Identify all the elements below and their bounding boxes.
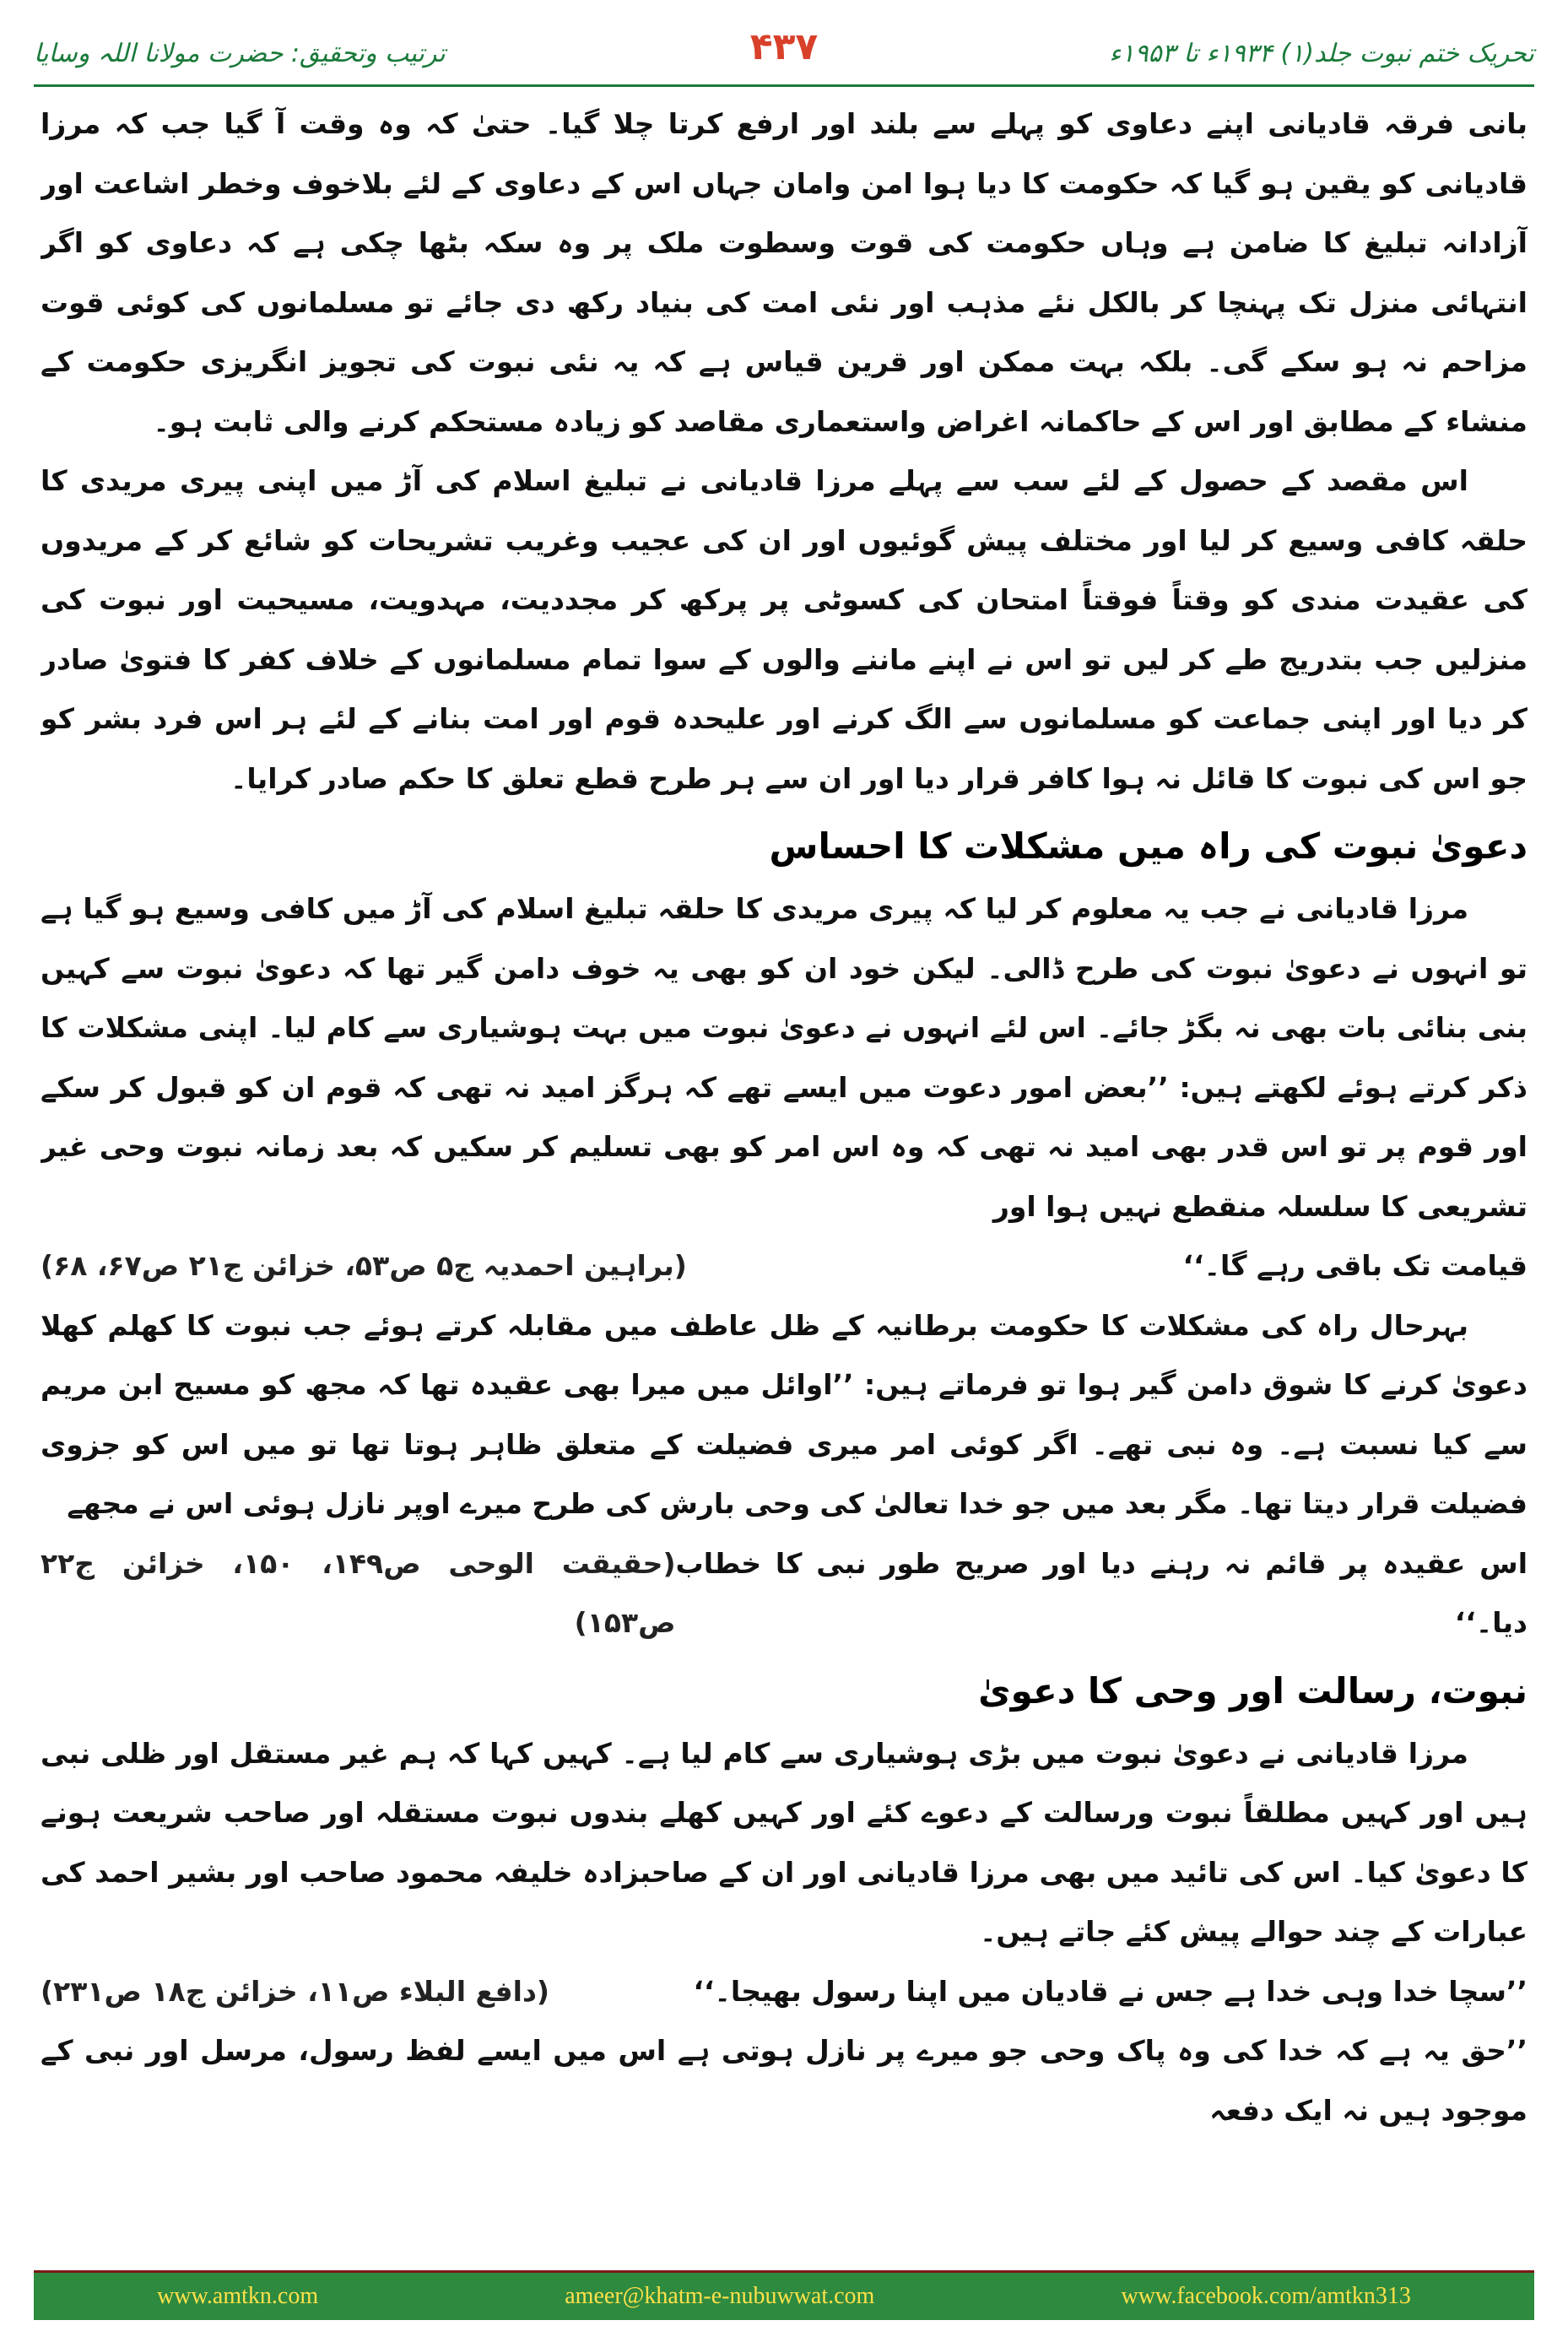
reference-1: (براہین احمدیہ ج۵ ص۵۳، خزائن ج۲۱ ص۶۷، ۶۸) (41, 1249, 687, 1282)
footer-website-link[interactable]: www.amtkn.com (157, 2283, 319, 2309)
reference-2: (حقیقت الوحی ص۱۴۹، ۱۵۰، خزائن ج۲۲ ص۱۵۳) (41, 1546, 676, 1639)
quote-1: ’’سچا خدا وہی خدا ہے جس نے قادیان میں اپنا رسول بھیجا۔‘‘ (693, 1974, 1527, 2008)
header-divider (34, 84, 1534, 87)
page-header (34, 24, 1534, 83)
compiler-credit: ترتیب وتحقیق: حضرت مولانا اللہ وسایا (34, 38, 446, 68)
footer-facebook-link[interactable]: www.facebook.com/amtkn313 (1121, 2283, 1411, 2309)
page-body (41, 95, 1527, 2255)
paragraph-4-ending (41, 1534, 1527, 1653)
paragraph-4: بہرحال راہ کی مشکلات کا حکومت برطانیہ کے ظل عاطف میں مقابلہ کرتے ہوئے جب نبوت کا کھلم کھلا دعویٰ کرنے کا شوق دامن گیر ہوا تو فرماتے ہیں: ’’اوائل میں میرا بھی عقیدہ تھا کہ مجھ کو مسیح ابن مریم سے کیا نسبت ہے۔ وہ نبی تھے۔ اگر کوئی امر میری فضیلت کے متعلق ظاہر ہوتا تھا تو میں اس کو جزوی فضیلت قرار دیتا تھا۔ مگر بعد میں جو خدا تعالیٰ کی وحی بارش کی طرح میرے اوپر نازل ہوئی اس نے مجھے (41, 1308, 1527, 1520)
paragraph-3-ending (41, 1236, 1527, 1296)
book-title: تحریک ختم نبوت جلد(۱) ۱۹۳۴ء تا ۱۹۵۳ء (1109, 38, 1534, 68)
page-number: ۴۳۷ (749, 25, 819, 68)
paragraph-2: اس مقصد کے حصول کے لئے سب سے پہلے مرزا قادیانی نے تبلیغ اسلام کی آڑ میں اپنی پیری مریدی کا حلقہ کافی وسیع کر لیا اور مختلف پیش گوئیوں اور ان کی عجیب وغریب تشریحات کو شائع کر کے مریدوں کی عقیدت مندی کو وقتاً فوقتاً امتحان کی کسوٹی پر پرکھ کر مجددیت، مہدویت، مسیحیت اور نبوت کی منزلیں جب بتدریج طے کر لیں تو اس نے اپنے ماننے والوں کے سوا تمام مسلمانوں کے خلاف کفر کا فتویٰ صادر کر دیا اور اپنی جماعت کو مسلمانوں سے الگ کرنے اور علیحدہ قوم اور امت بنانے کے لئے ہر اس فرد بشر کو جو اس کی نبوت کا قائل نہ ہوا کافر قرار دیا اور ان سے ہر طرح قطع تعلق کا حکم صادر کرایا۔ (41, 464, 1527, 795)
paragraph-1: بانی فرقہ قادیانی اپنے دعاوی کو پہلے سے بلند اور ارفع کرتا چلا گیا۔ حتیٰ کہ وہ وقت آ گیا جب کہ مرزا قادیانی کو یقین ہو گیا کہ حکومت کا دیا ہوا امن وامان جہاں اس کے دعاوی کے لئے بلاخوف وخطر اشاعت اور آزادانہ تبلیغ کا ضامن ہے وہاں حکومت کی قوت وسطوت ملک پر وہ سکہ بٹھا چکی ہے کہ دعاوی کو اگر انتہائی منزل تک پہنچا کر بالکل نئے مذہب اور نئی امت کی بنیاد رکھ دی جائے تو مسلمانوں کی کوئی قوت مزاحم نہ ہو سکے گی۔ بلکہ بہت ممکن اور قرین قیاس ہے کہ یہ نئی نبوت کی تجویز انگریزی حکومت کے منشاء کے مطابق اور اس کے حاکمانہ اغراض واستعماری مقاصد کو زیادہ مستحکم کرنے والی ثابت ہو۔ (41, 107, 1527, 438)
reference-3: (دافع البلاء ص۱۱، خزائن ج۱۸ ص۲۳۱) (41, 1974, 549, 2008)
paragraph-5: مرزا قادیانی نے دعویٰ نبوت میں بڑی ہوشیاری سے کام لیا ہے۔ کہیں کہا کہ ہم غیر مستقل اور ظلی نبی ہیں اور کہیں مطلقاً نبوت ورسالت کے دعوے کئے اور کہیں کھلے بندوں نبوت مستقلہ اور صاحب شریعت ہونے کا دعویٰ کیا۔ اس کی تائید میں بھی مرزا قادیانی اور ان کے صاحبزادہ خلیفہ محمود صاحب اور بشیر احمد کی عبارات کے چند حوالے پیش کئے جاتے ہیں۔ (41, 1736, 1527, 1948)
quote-1-line (41, 1962, 1527, 2022)
page-footer (34, 2270, 1534, 2320)
quote-2: ’’حق یہ ہے کہ خدا کی وہ پاک وحی جو میرے پر نازل ہوتی ہے اس میں ایسے لفظ رسول، مرسل اور نبی کے موجود ہیں نہ ایک دفعہ (41, 2034, 1527, 2127)
paragraph-3-last-line: قیامت تک باقی رہے گا۔‘‘ (1182, 1249, 1527, 1282)
paragraph-4-last-line: اس عقیدہ پر قائم نہ رہنے دیا اور صریح طور نبی کا خطاب دیا۔‘‘ (675, 1546, 1527, 1639)
section-heading-2: نبوت، رسالت اور وحی کا دعویٰ (978, 1669, 1527, 1712)
paragraph-3: مرزا قادیانی نے جب یہ معلوم کر لیا کہ پیری مریدی کا حلقہ تبلیغ اسلام کی آڑ میں کافی وسیع ہو گیا ہے تو انہوں نے دعویٰ نبوت کی طرح ڈالی۔ لیکن خود ان کو بھی یہ خوف دامن گیر تھا کہ دعویٰ نبوت سے کہیں بنی بنائی بات بھی نہ بگڑ جائے۔ اس لئے انہوں نے دعویٰ نبوت میں بہت ہوشیاری سے کام لیا۔ اپنی مشکلات کا ذکر کرتے ہوئے لکھتے ہیں: ’’بعض امور دعوت میں ایسے تھے کہ ہرگز امید نہ تھی کہ قوم ان کو قبول کر سکے اور قوم پر تو اس قدر بھی امید نہ تھی کہ وہ اس امر کو بھی تسلیم کر سکیں کہ بعد زمانہ نبوت وحی غیر تشریعی کا سلسلہ منقطع نہیں ہوا اور (41, 892, 1527, 1223)
section-heading-1: دعویٰ نبوت کی راہ میں مشکلات کا احساس (769, 825, 1527, 867)
footer-email-link[interactable]: ameer@khatm-e-nubuwwat.com (565, 2283, 875, 2309)
